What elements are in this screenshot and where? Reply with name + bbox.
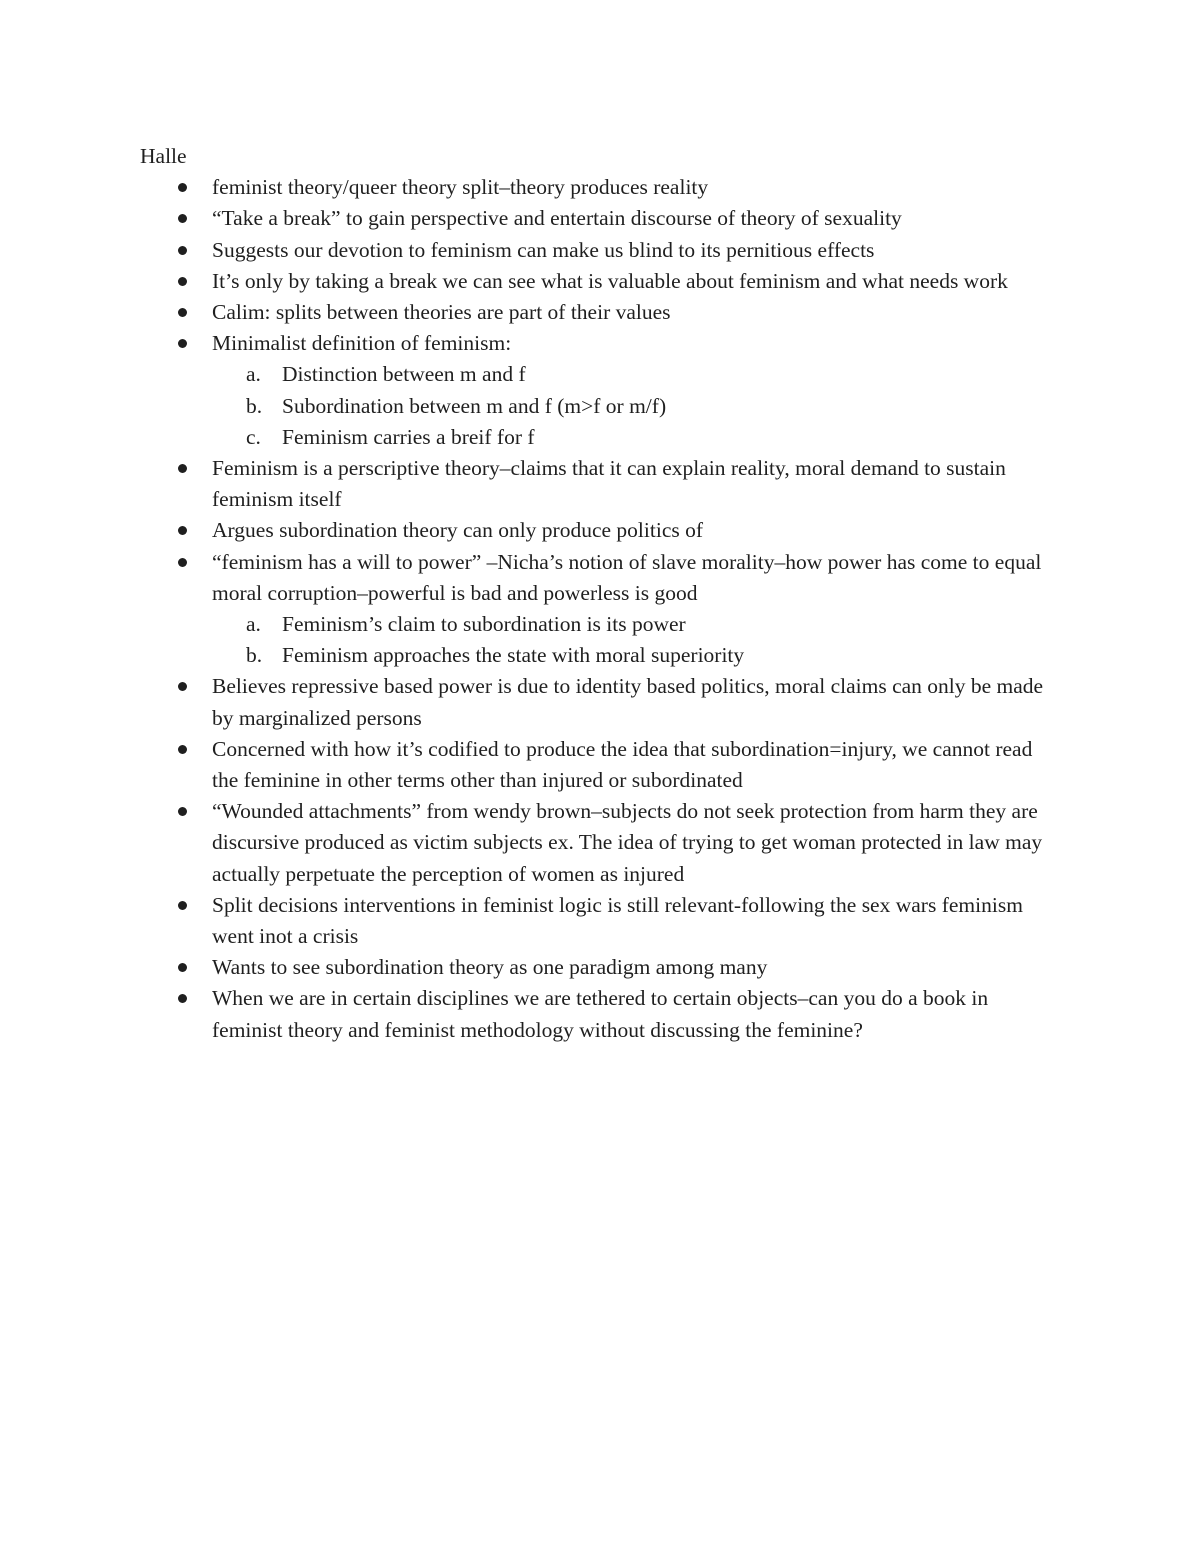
bullet-item <box>140 297 1050 328</box>
sub-item <box>212 391 1050 422</box>
bullet-item <box>140 172 1050 203</box>
bullet-text: Concerned with how it’s codified to produce the idea that subordination=injury, we cannot read the feminine in other terms other than injured or subordinated <box>212 736 1033 793</box>
sub-list <box>212 359 1050 453</box>
sub-item-marker: a. <box>246 362 261 387</box>
bullet-text: feminist theory/queer theory split–theory produces reality <box>212 175 709 200</box>
bullet-text: Calim: splits between theories are part of their values <box>212 300 671 325</box>
bullet-item <box>140 235 1050 266</box>
bullet-dot-icon <box>178 745 187 754</box>
sub-item <box>212 422 1050 453</box>
sub-item-marker: b. <box>246 643 263 668</box>
bullet-item <box>140 266 1050 297</box>
bullet-text: Argues subordination theory can only produce politics of <box>212 518 704 543</box>
sub-item <box>212 359 1050 390</box>
bullet-dot-icon <box>178 246 187 255</box>
bullet-text: “Wounded attachments” from wendy brown–subjects do not seek protection from harm they are discursive produced as victim subjects ex. The idea of trying to get woman protected in law may actually perpetuate the perception of women as injured <box>212 799 1043 886</box>
bullet-dot-icon <box>178 214 187 223</box>
sub-list <box>212 609 1050 671</box>
bullet-item <box>140 890 1050 952</box>
sub-item-text: Distinction between m and f <box>282 362 526 387</box>
bullet-item <box>140 671 1050 733</box>
bullet-text: Suggests our devotion to feminism can make us blind to its pernitious effects <box>212 237 875 262</box>
bullet-dot-icon <box>178 339 187 348</box>
bullet-text: Believes repressive based power is due to identity based politics, moral claims can only be made by marginalized persons <box>212 674 1044 730</box>
bullet-text: Minimalist definition of feminism: <box>212 331 512 356</box>
bullet-text: Wants to see subordination theory as one paradigm among many <box>212 955 768 980</box>
bullet-dot-icon <box>178 183 187 192</box>
bullet-dot-icon <box>178 963 187 972</box>
sub-item-marker: a. <box>246 612 261 637</box>
bullet-list <box>140 172 1050 1046</box>
bullet-text: It’s only by taking a break we can see what is valuable about feminism and what needs work <box>212 268 1008 293</box>
bullet-item <box>140 734 1050 796</box>
bullet-text: Feminism is a perscriptive theory–claims that it can explain reality, moral demand to sustain feminism itself <box>212 456 1006 512</box>
bullet-dot-icon <box>178 994 187 1003</box>
bullet-item <box>140 203 1050 234</box>
sub-item-text: Feminism carries a breif for f <box>282 424 535 449</box>
bullet-dot-icon <box>178 526 187 535</box>
document-title: Halle <box>140 144 187 168</box>
bullet-text: “feminism has a will to power” –Nicha’s notion of slave morality–how power has come to equal moral corruption–powerful is bad and powerless is good <box>212 549 1042 605</box>
sub-item-marker: b. <box>246 393 263 418</box>
bullet-text: When we are in certain disciplines we are tethered to certain objects–can you do a book in feminist theory and feminist methodology without discussing the feminine? <box>212 986 989 1042</box>
bullet-item <box>140 328 1050 453</box>
sub-item-marker: c. <box>246 424 261 449</box>
bullet-dot-icon <box>178 308 187 317</box>
bullet-item <box>140 983 1050 1045</box>
bullet-dot-icon <box>178 277 187 286</box>
document-body <box>140 141 1050 1046</box>
bullet-item <box>140 453 1050 515</box>
bullet-item <box>140 547 1050 672</box>
bullet-dot-icon <box>178 558 187 567</box>
sub-item-text: Feminism approaches the state with moral superiority <box>282 643 745 668</box>
bullet-item <box>140 796 1050 890</box>
bullet-text: “Take a break” to gain perspective and entertain discourse of theory of sexuality <box>212 206 902 231</box>
bullet-text: Split decisions interventions in feminist logic is still relevant-following the sex wars feminism went inot a crisis <box>212 892 1023 949</box>
sub-item <box>212 609 1050 640</box>
sub-item-text: Subordination between m and f (m>f or m/f) <box>282 393 667 418</box>
sub-item-text: Feminism’s claim to subordination is its power <box>282 612 686 637</box>
bullet-item <box>140 515 1050 546</box>
bullet-dot-icon <box>178 682 187 691</box>
bullet-item <box>140 952 1050 983</box>
bullet-dot-icon <box>178 464 187 473</box>
sub-item <box>212 640 1050 671</box>
bullet-dot-icon <box>178 807 187 816</box>
bullet-dot-icon <box>178 901 187 910</box>
